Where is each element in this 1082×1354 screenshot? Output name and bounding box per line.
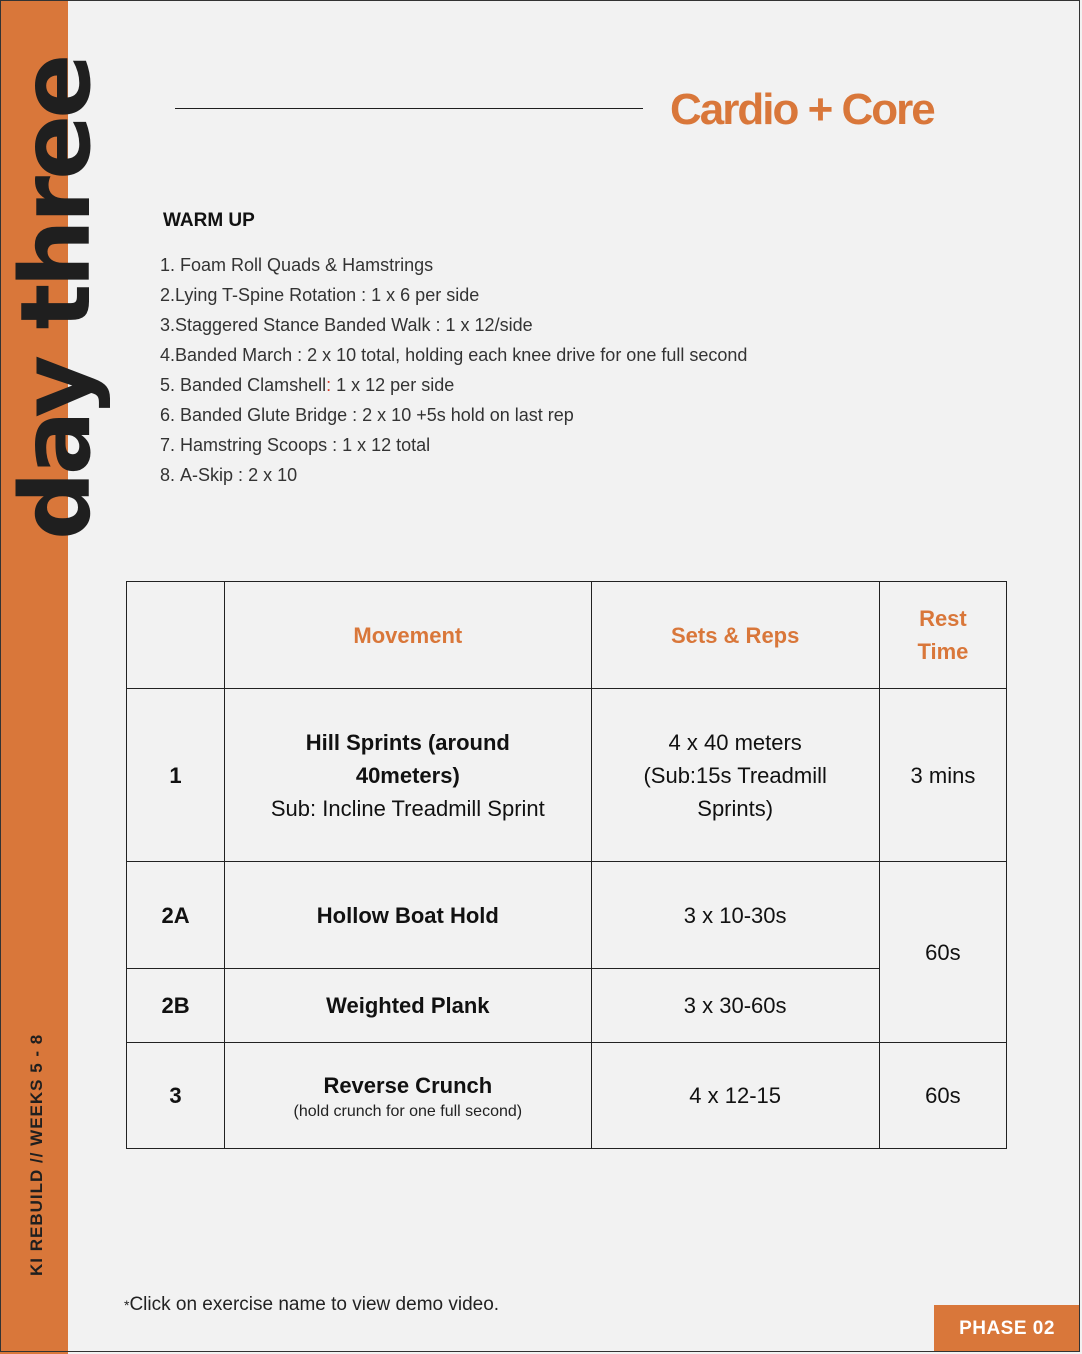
footnote: *Click on exercise name to view demo video. bbox=[124, 1294, 500, 1316]
day-title: day three bbox=[0, 57, 112, 540]
warmup-item: 8. A-Skip : 2 x 10 bbox=[160, 465, 298, 485]
header-movement: Movement bbox=[225, 582, 591, 689]
exercise-link-weighted-plank[interactable]: Weighted Plank bbox=[225, 969, 591, 1043]
sets-reps-cell: 3 x 30-60s bbox=[591, 969, 879, 1043]
warmup-item: 3.Staggered Stance Banded Walk : 1 x 12/side bbox=[160, 315, 533, 335]
table-row bbox=[127, 969, 1007, 1043]
rest-cell: 60s bbox=[879, 862, 1006, 1043]
exercise-link-hollow-boat-hold[interactable]: Hollow Boat Hold bbox=[225, 862, 591, 969]
exercise-link-hill-sprints[interactable]: Hill Sprints (around 40meters) Sub: Incline Treadmill Sprint bbox=[225, 689, 591, 862]
session-title: Cardio + Core bbox=[670, 85, 934, 134]
warmup-item: 1. Foam Roll Quads & Hamstrings bbox=[160, 255, 434, 275]
row-index: 2B bbox=[127, 969, 225, 1043]
sets-reps-cell: 4 x 40 meters (Sub:15s Treadmill Sprints) bbox=[591, 689, 879, 862]
table-row bbox=[127, 689, 1007, 862]
warmup-item: 2.Lying T-Spine Rotation : 1 x 6 per side bbox=[160, 285, 480, 305]
warmup-item: 7. Hamstring Scoops : 1 x 12 total bbox=[160, 435, 431, 455]
table-row bbox=[127, 862, 1007, 969]
row-index: 2A bbox=[127, 862, 225, 969]
header-index bbox=[127, 582, 225, 689]
rest-cell: 60s bbox=[879, 1043, 1006, 1149]
table-row bbox=[127, 1043, 1007, 1149]
warmup-item: 4.Banded March : 2 x 10 total, holding each knee drive for one full second bbox=[160, 345, 748, 365]
sets-reps-cell: 4 x 12-15 bbox=[591, 1043, 879, 1149]
header-sets-reps: Sets & Reps bbox=[591, 582, 879, 689]
phase-badge: PHASE 02 bbox=[934, 1305, 1080, 1352]
warmup-item: 5. Banded Clamshell: 1 x 12 per side bbox=[160, 375, 455, 395]
workout-table bbox=[126, 581, 1007, 1149]
header-rest-time: Rest Time bbox=[879, 582, 1006, 689]
warmup-list bbox=[160, 250, 747, 490]
row-index: 3 bbox=[127, 1043, 225, 1149]
header-rule bbox=[175, 108, 643, 109]
row-index: 1 bbox=[127, 689, 225, 862]
table-header-row bbox=[127, 582, 1007, 689]
warmup-heading: WARM UP bbox=[163, 210, 255, 231]
exercise-link-reverse-crunch[interactable]: Reverse Crunch (hold crunch for one full second) bbox=[225, 1043, 591, 1149]
rest-cell: 3 mins bbox=[879, 689, 1006, 862]
asterisk-icon: * bbox=[124, 1297, 130, 1313]
sets-reps-cell: 3 x 10-30s bbox=[591, 862, 879, 969]
warmup-item: 6. Banded Glute Bridge : 2 x 10 +5s hold on last rep bbox=[160, 405, 574, 425]
program-label: KI REBUILD // WEEKS 5 - 8 bbox=[27, 1033, 46, 1276]
